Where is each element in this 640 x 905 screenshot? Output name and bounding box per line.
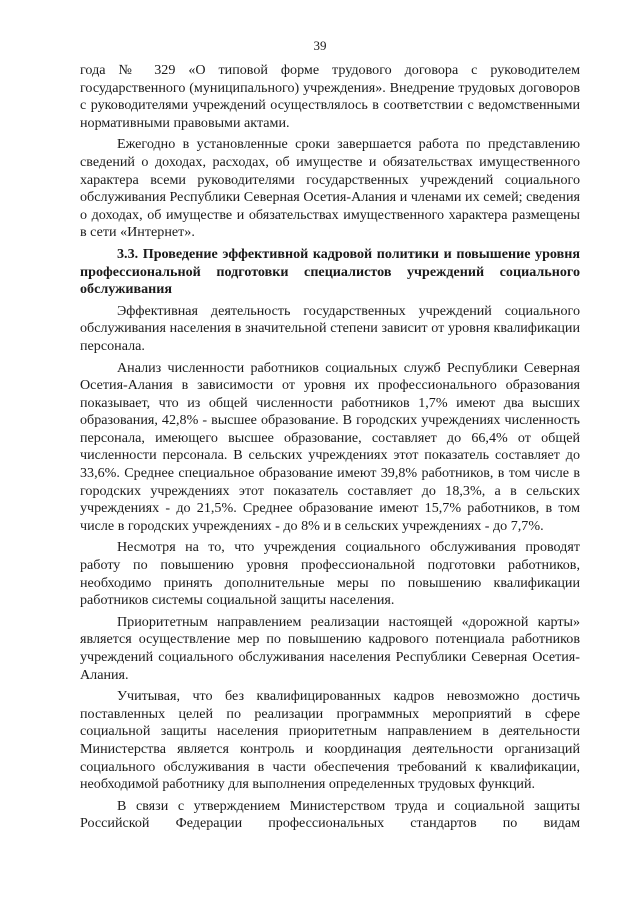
paragraph-ministry-control: Учитывая, что без квалифицированных кадров невозможно достичь поставленных целей по реализации программных мероприятий в сфере социальной защиты населения приоритетным направлением в деятельности Министерства является контроль и координация деятельности организаций социального обслуживания в части обеспечения требований к квалификации, необходимой работнику для выполнения определенных трудовых функций. [80,688,580,793]
section-heading: 3.3. Проведение эффективной кадровой политики и повышение уровня профессиональной подготовки специалистов учреждений социального обслуживания [80,245,580,298]
paragraph-training-measures: Несмотря на то, что учреждения социального обслуживания проводят работу по повышению уровня профессиональной подготовки работников, необходимо принять дополнительные меры по повышению квалификации работников системы социальной защиты населения. [80,539,580,609]
paragraph-staff-qualification: Эффективная деятельность государственных учреждений социального обслуживания населения в значительной степени зависит от уровня квалификации персонала. [80,302,580,354]
paragraph-income-declarations: Ежегодно в установленные сроки завершается работа по представлению сведений о доходах, расходах, об имуществе и обязательствах имущественного характера всеми руководителями государственных учреждений социального обслуживания Республики Северная Осетия-Алания и членами их семей; сведения о доходах, об имуществе и обязательствах имущественного характера размещены в сети «Интернет». [80,136,580,241]
paragraph-professional-standards: В связи с утверждением Министерством труда и социальной защиты Российской Федерации профессиональных стандартов по видам [80,797,580,832]
paragraph-roadmap-priority: Приоритетным направлением реализации настоящей «дорожной карты» является осуществление мер по повышению кадрового потенциала работников учреждений социального обслуживания населения Республики Северная Осетия-Алания. [80,613,580,683]
paragraph-continuation: года № 329 «О типовой форме трудового договора с руководителем государственного (муниципального) учреждения». Внедрение трудовых договоров с руководителями учреждений осуществлялось в соответствии с ведомственными нормативными правовыми актами. [80,62,580,131]
page-number: 39 [313,38,327,53]
body-text [80,62,580,837]
paragraph-education-analysis: Анализ численности работников социальных служб Республики Северная Осетия-Алания в зависимости от уровня их профессионального образования показывает, что из общей численности работников 1,7% имеют два высших образования, 42,8% - высшее образование. В городских учреждениях численность персонала, имеющего высшее образование, составляет до 66,4% от общей численности персонала. В сельских учреждениях этот показатель составляет до 33,6%. Среднее специальное образование имеют 39,8% работников, в том числе в городских учреждениях этот показатель составляет до 18,3%, а в сельских учреждениях - до 21,5%. Среднее образование имеют 15,7% работников, в том числе в городских учреждениях - до 8% и в сельских учреждениях - до 7,7%. [80,359,580,534]
